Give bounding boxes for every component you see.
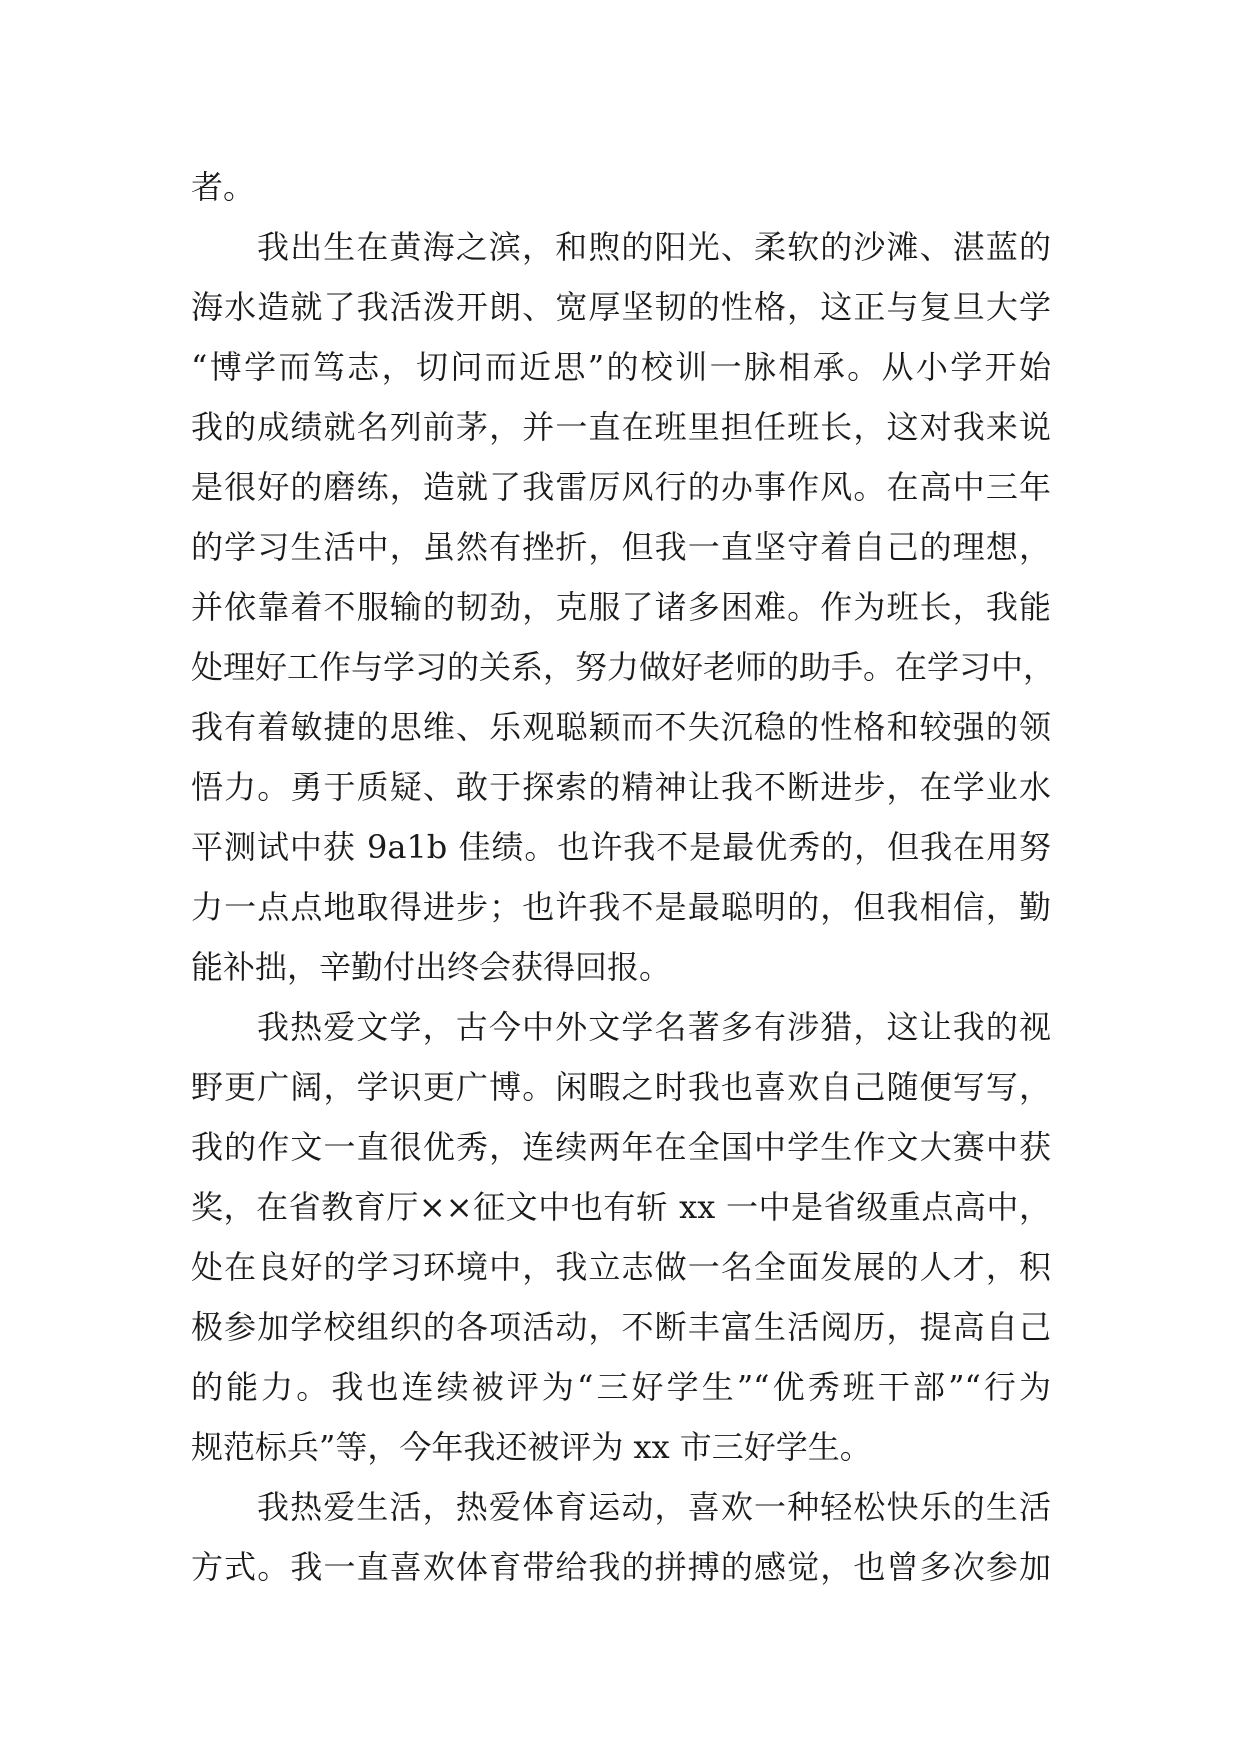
paragraph-first-line: 我出生在黄海之滨，和煦的阳光、柔软的沙滩、湛蓝的	[257, 228, 1051, 266]
text-line: 者。	[191, 168, 256, 206]
text-line: 我的作文一直很优秀，连续两年在全国中学生作文大赛中获	[191, 1128, 1051, 1166]
body-text	[191, 157, 1056, 1597]
text-line: 奖，在省教育厅××征文中也有斩 xx 一中是省级重点高中，	[191, 1188, 1051, 1226]
text-line: 力一点点地取得进步；也许我不是最聪明的，但我相信，勤	[191, 888, 1051, 926]
text-line: 并依靠着不服输的韧劲，克服了诸多困难。作为班长，我能	[191, 588, 1051, 626]
text-line: 悟力。勇于质疑、敢于探索的精神让我不断进步，在学业水	[191, 768, 1051, 806]
text-line: 海水造就了我活泼开朗、宽厚坚韧的性格，这正与复旦大学	[191, 288, 1051, 326]
text-line: 是很好的磨练，造就了我雷厉风行的办事作风。在高中三年	[191, 468, 1051, 506]
text-line: 方式。我一直喜欢体育带给我的拼搏的感觉，也曾多次参加	[191, 1548, 1051, 1586]
text-line: 野更广阔，学识更广博。闲暇之时我也喜欢自己随便写写，	[191, 1068, 1051, 1106]
text-line: 极参加学校组织的各项活动，不断丰富生活阅历，提高自己	[191, 1308, 1051, 1346]
text-line: 我的成绩就名列前茅，并一直在班里担任班长，这对我来说	[191, 408, 1051, 446]
text-line: 我有着敏捷的思维、乐观聪颖而不失沉稳的性格和较强的领	[191, 708, 1051, 746]
text-line: 能补拙，辛勤付出终会获得回报。	[191, 948, 672, 986]
text-line: 平测试中获 9a1b 佳绩。也许我不是最优秀的，但我在用努	[191, 828, 1051, 866]
paragraph-first-line: 我热爱生活，热爱体育运动，喜欢一种轻松快乐的生活	[257, 1488, 1051, 1526]
paragraph-first-line: 我热爱文学，古今中外文学名著多有涉猎，这让我的视	[257, 1008, 1051, 1046]
text-line: 的能力。我也连续被评为“三好学生”“优秀班干部”“行为	[191, 1368, 1051, 1406]
text-line: 的学习生活中，虽然有挫折，但我一直坚守着自己的理想，	[191, 528, 1051, 566]
text-line: 处在良好的学习环境中，我立志做一名全面发展的人才，积	[191, 1248, 1051, 1286]
text-line: “博学而笃志，切问而近思”的校训一脉相承。从小学开始	[191, 348, 1051, 386]
text-line: 规范标兵”等，今年我还被评为 xx 市三好学生。	[191, 1428, 872, 1466]
text-line: 处理好工作与学习的关系，努力做好老师的助手。在学习中，	[191, 648, 1056, 686]
